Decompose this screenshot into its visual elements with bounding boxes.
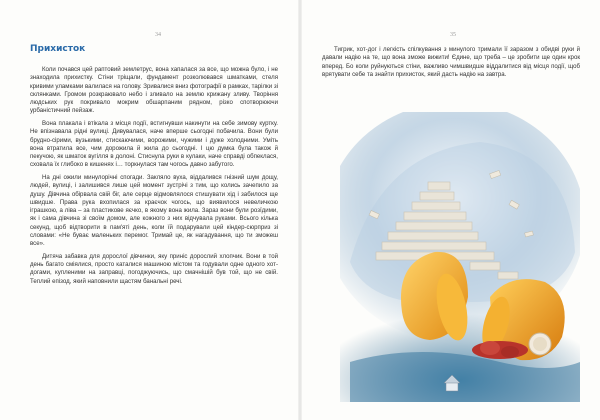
kinder-egg-illustration (340, 112, 580, 402)
paragraph: Коли почався цей раптовий землетрус, вона хапалася за все, що можна було, і не знаходила прихистку. Стіни тріщали, фундамент розколювався шматками, стеля кривими уламками валилася на голову. Зривалися вниз фотографії в рамках, тарілки зі склянками. Громом розкраювало небо і зливало на землю крижану зливу. Творіння людських рук покривало мокрим обшарпаним рядном, різко спотворюючи урбаністичний пейзаж. (30, 66, 278, 115)
left-page-text (30, 66, 278, 290)
paragraph: Дитяча забавка для дорослої дівчинки, яку приніс дорослий хлопчик. Вони в той день багато сміялися, просто каталися машиною містом та годували одне одного хот-догами, купленими на заправці, погоджуючись, що смачнішій був той, що не свій. Теплий епізод, який наповнили щастям банальні речі. (30, 252, 278, 285)
paragraph: Тигрик, хот-дог і легкість спілкування з минулого тримали її заразом з обидві руки й давали надію на те, що вона зможе вижити! Єдине, що треба – це зробити ще один крок вперед. Бо коли руйнуються стіни, важливо чимшвидше віддалитися від місця події, щоб врятувати себе та знайти прихисток, який дасть надію на завтра. (322, 46, 580, 78)
page-number-right: 35 (450, 32, 456, 38)
paragraph: На дні ожили минулорічні спогади. Закляло вуха, віддалився гнізний шум дощу, людей, вулиці, і залишився лише цей момент зустрічі з тим, що колись зачепило за душу. Дівчина обірвала свій біг, але серце відмовлялося стишувати хід і забилося ще швидше. Права рука вхопилася за краєчок чогось, що виявилося невеличкою іграшкою, а ліва – за пластикове яєчко, в якому вона жила. Зараз вони були розїдими, як і сама дівчина зі своїм домом, але кожного з них відчувала руками. Всього кілька секунд, щоб відтворити в пам'яті день, коли їй подарували цей кіндер-сюрприз зі словами: «Не буває маленьких перемог. Тримай це, як нагадування, що ти зможеш все». (30, 174, 278, 247)
chapter-title: Прихисток (30, 44, 86, 54)
page-number-left: 34 (155, 32, 161, 38)
paragraph: Вона плакала і втікала з місця події, встигнувши накинути на себе зимову куртку. Не впізнавала рідні вулиці. Дивувалася, наче вперше сьогодні побачила. Вони були брудно-сірими, вузькими, стискаючими, ворожими, чужими і дуже холодними. Уміть вона втратила все, чим дорожила й жила до сьогодні. І цю думка була також й пекучою, як шматок вугілля в долоні. Стиснула руки в кулаки, наче справді обпеклася, сховала їх глибоко в кишенях і… торкнулася там чогось давно забутого. (30, 120, 278, 169)
right-page-text (322, 46, 580, 84)
toy-figure (472, 341, 528, 359)
